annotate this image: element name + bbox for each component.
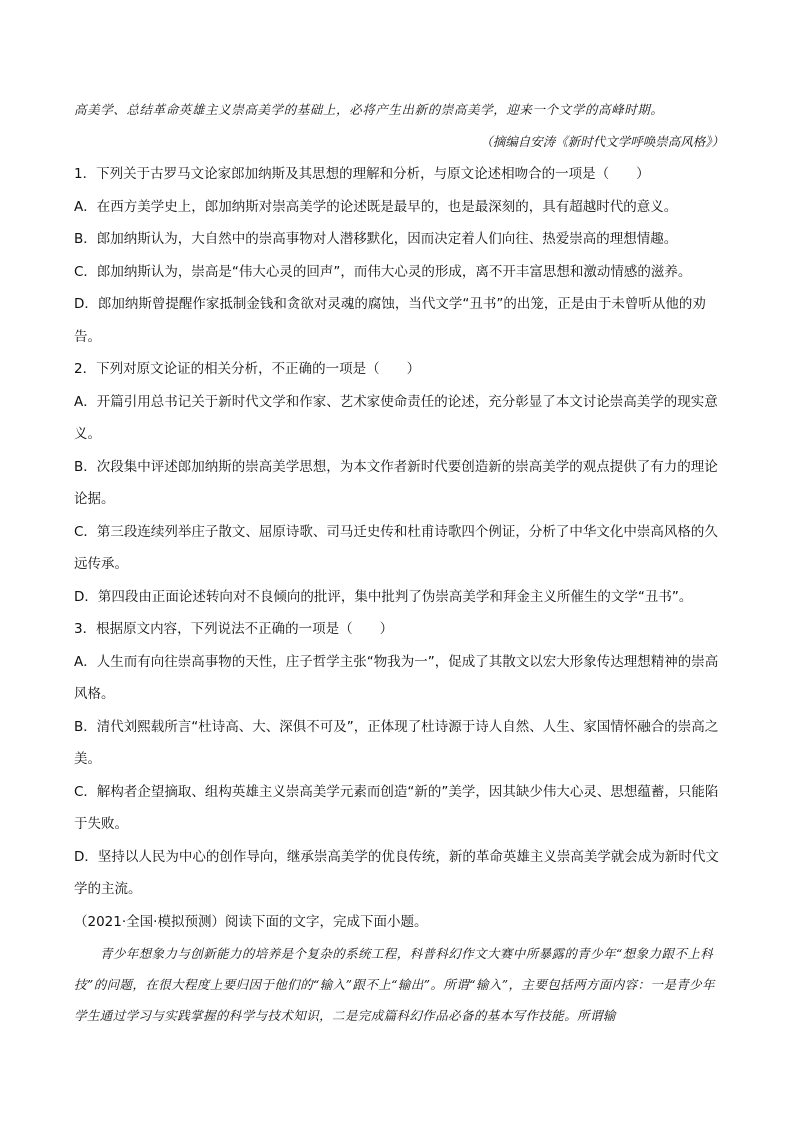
option-a: A．在西方美学史上，郎加纳斯对崇高美学的论述既是最早的，也是最深刻的，具有超越时代的意义。 — [74, 198, 678, 215]
option-b: B．郎加纳斯认为，大自然中的崇高事物对人潜移默化，因而决定着人们向往、热爱崇高的理想情趣。 — [74, 231, 678, 247]
option-c: C．第三段连续列举庄子散文、屈原诗歌、司马迁史传和杜甫诗歌四个例证，分析了中华文化中崇高风格的久远传承。 — [74, 523, 718, 572]
option-c: C．解构者企望摘取、组构英雄主义崇高美学元素而创造“新的”美学，因其缺少伟大心灵、思想蕴蓄，只能陷于失败。 — [74, 783, 719, 832]
passage-source: （摘编自安涛《新时代文学呼唤崇高风格》） — [480, 134, 724, 149]
next-section-intro: （2021·全国·模拟预测）阅读下面的文字，完成下面小题。 — [74, 913, 428, 930]
option-c: C．郎加纳斯认为，崇高是“伟大心灵的回声”，而伟大心灵的形成，离不开丰富思想和激动情感的滋养。 — [74, 263, 692, 280]
question-2 — [74, 353, 724, 613]
option-a: A．开篇引用总书记关于新时代文学和作家、艺术家使命责任的论述，充分彰显了本文讨论崇高美学的现实意义。 — [74, 393, 718, 442]
option-b: B．次段集中评述郎加纳斯的崇高美学思想，为本文作者新时代要创造新的崇高美学的观点提供了有力的理论论据。 — [74, 458, 718, 507]
option-a: A．人生而有向往崇高事物的天性，庄子哲学主张“物我为一”，促成了其散文以宏大形象传达理想精神的崇高风格。 — [74, 653, 719, 702]
option-d: D．第四段由正面论述转向对不良倾向的批评，集中批判了伪崇高美学和拜金主义所催生的文学“丑书”。 — [74, 588, 693, 605]
question-stem: 1．下列关于古罗马文论家郎加纳斯及其思想的理解和分析，与原文论述相吻合的一项是（ ） — [74, 166, 650, 182]
question-1 — [74, 158, 724, 353]
option-d: D．郎加纳斯曾提醒作家抵制金钱和贪欲对灵魂的腐蚀，当代文学“丑书”的出笼，正是由于未曾听从他的劝告。 — [74, 296, 706, 345]
question-3 — [74, 613, 724, 906]
next-passage: 青少年想象力与创新能力的培养是个复杂的系统工程，科普科幻作文大赛中所暴露的青少年“想象力跟不上科技”的问题，在很大程度上要归因于他们的“输入”跟不上“输出”。所谓“输入”，主要包括两方面内容：一是青少年学生通过学习与实践掌握的科学与技术知识，二是完成篇科幻作品必备的基本写作技能。所谓输 — [74, 945, 715, 1023]
page-content — [74, 100, 724, 1031]
question-stem: 2．下列对原文论证的相关分析，不正确的一项是（ ） — [74, 361, 421, 377]
option-d: D．坚持以人民为中心的创作导向，继承崇高美学的优良传统，新的革命英雄主义崇高美学就会成为新时代文学的主流。 — [74, 848, 719, 897]
passage-continuation: 高美学、总结革命英雄主义崇高美学的基础上，必将产生出新的崇高美学，迎来一个文学的高峰时期。 — [74, 102, 664, 117]
option-b: B．清代刘熙载所言“杜诗高、大、深俱不可及”，正体现了杜诗源于诗人自然、人生、家国情怀融合的崇高之美。 — [74, 718, 719, 767]
question-stem: 3．根据原文内容，下列说法不正确的一项是（ ） — [74, 621, 394, 637]
